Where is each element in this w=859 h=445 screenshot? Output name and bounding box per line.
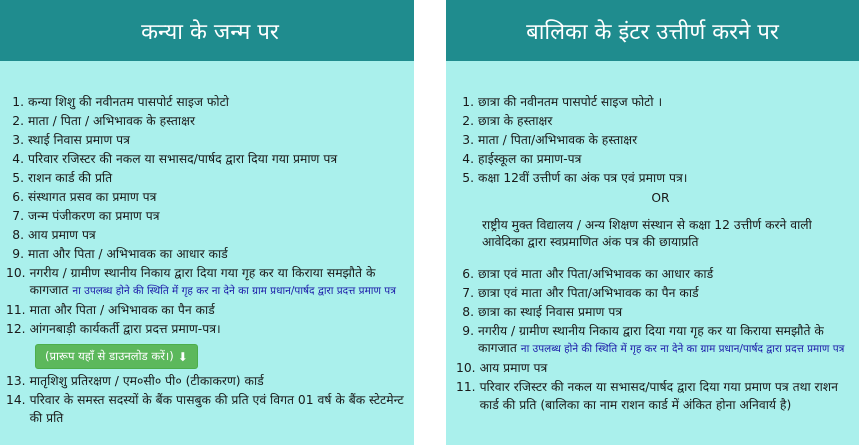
item-number: 10.: [456, 361, 476, 376]
item-number: 5.: [462, 170, 474, 185]
or-separator: OR: [651, 190, 670, 205]
list-item: [0, 373, 414, 391]
item-number: 3.: [462, 132, 474, 147]
item-text: माता / पिता/अभिभावक के हस्ताक्षर: [478, 132, 638, 147]
list-item: [446, 323, 859, 359]
list-item: [0, 392, 414, 427]
document-list: [0, 61, 414, 339]
item-text: छात्रा एवं माता और पिता/अभिभावक का आधार कार्ड: [478, 266, 714, 281]
item-number: 11.: [456, 380, 476, 395]
item-note: ना उपलब्ध होने की स्थिति में गृह कर ना देने का ग्राम प्रधान/पार्षद द्वारा प्रदत्त प्रमाण पत्र: [520, 343, 845, 356]
list-item: [446, 170, 859, 188]
list-item: [446, 113, 859, 131]
item-number: 2.: [12, 113, 24, 128]
item-number: 9.: [462, 323, 474, 338]
list-item: [0, 302, 414, 320]
download-icon: ⬇: [177, 349, 188, 364]
item-text: छात्रा एवं माता और पिता/अभिभावक का पैन कार्ड: [478, 285, 699, 300]
item-number: 5.: [12, 170, 24, 185]
list-item: [446, 360, 859, 378]
list-item: [446, 94, 859, 112]
list-item: [0, 170, 414, 188]
item-number: 7.: [462, 285, 474, 300]
download-row: [0, 344, 414, 369]
item-number: 1.: [462, 95, 474, 109]
item-text: माता / पिता / अभिभावक के हस्ताक्षर: [28, 113, 195, 128]
document-list-continued: [446, 266, 859, 415]
item-text: छात्रा के हस्ताक्षर: [478, 113, 553, 128]
item-text: स्थाई निवास प्रमाण पत्र: [28, 132, 130, 147]
item-number: 4.: [12, 151, 24, 166]
list-item: [0, 94, 414, 112]
item-text: संस्थागत प्रसव का प्रमाण पत्र: [28, 189, 157, 204]
item-text: कन्या शिशु की नवीनतम पासपोर्ट साइज फोटो: [28, 95, 229, 109]
item-number: 13.: [6, 374, 26, 389]
item-number: 14.: [6, 393, 26, 407]
item-text: मातृशिशु प्रतिरक्षण / एम०सी० पी० (टीकाकरण) कार्ड: [29, 374, 264, 389]
item-number: 7.: [12, 208, 24, 223]
item-text: परिवार रजिस्टर की नकल या सभासद/पार्षद द्वारा दिया गया प्रमाण पत्र: [28, 151, 338, 166]
list-item: [446, 379, 859, 414]
item-text: परिवार के समस्त सदस्यों के बैंक पासबुक की प्रति एवं विगत 01 वर्ष के बैंक स्टेटमेन्ट की प्रति: [29, 393, 404, 425]
item-text: आय प्रमाण पत्र: [28, 227, 96, 242]
list-item: [446, 266, 859, 284]
download-label: (प्रारूप यहाँ से डाउनलोड करें।): [45, 349, 174, 364]
item-text: राशन कार्ड की प्रति: [28, 170, 113, 185]
list-item: [0, 208, 414, 226]
item-text: हाईस्कूल का प्रमाण-पत्र: [478, 151, 582, 166]
list-item: [0, 151, 414, 169]
document-list: [446, 61, 859, 188]
list-item: [0, 189, 414, 207]
item-text: जन्म पंजीकरण का प्रमाण पत्र: [28, 208, 160, 223]
list-item: [0, 227, 414, 245]
list-item: [446, 151, 859, 169]
list-item: [446, 304, 859, 322]
download-format-button[interactable]: [35, 344, 198, 369]
list-item: [446, 285, 859, 303]
item-number: 11.: [6, 303, 26, 318]
item-text: कक्षा 12वीं उत्तीर्ण का अंक पत्र एवं प्रमाण पत्र।: [478, 170, 688, 185]
item-number: 12.: [6, 322, 26, 337]
item-text: आंगनबाड़ी कार्यकर्ती द्वारा प्रदत्त प्रमाण-पत्र।: [29, 322, 221, 337]
item-number: 6.: [12, 189, 24, 204]
item-text: नगरीय / ग्रामीण स्थानीय निकाय द्वारा दिया गया गृह कर या किराया समझौते के कागजात: [29, 265, 376, 298]
right-card: [446, 0, 859, 445]
item-text: छात्रा का स्थाई निवास प्रमाण पत्र: [478, 304, 623, 319]
list-item: [0, 113, 414, 131]
item-number: 10.: [6, 265, 26, 280]
list-item: [0, 246, 414, 264]
list-item: [446, 132, 859, 150]
item-note: ना उपलब्ध होने की स्थिति में गृह कर ना देने का ग्राम प्रधान/पार्षद द्वारा प्रदत्त प्रमाण पत्र: [72, 285, 396, 298]
item-number: 2.: [462, 113, 474, 128]
list-item: [0, 321, 414, 339]
card-title: कन्या के जन्म पर: [0, 0, 414, 61]
list-item: [0, 132, 414, 150]
item-number: 4.: [462, 151, 474, 166]
item-text: परिवार रजिस्टर की नकल या सभासद/पार्षद द्वारा दिया गया प्रमाण पत्र तथा राशन कार्ड की प्रति (बालिका का नाम राशन कार्ड में अंकित होना अनिवार्य है): [479, 380, 838, 412]
item-number: 8.: [12, 227, 24, 242]
item-text: नगरीय / ग्रामीण स्थानीय निकाय द्वारा दिया गया गृह कर या किराया समझौते के कागजात: [478, 323, 824, 356]
item-number: 8.: [462, 304, 474, 319]
item-number: 6.: [462, 266, 474, 281]
item-text: माता और पिता / अभिभावक का आधार कार्ड: [28, 246, 228, 261]
item-number: 3.: [12, 132, 24, 147]
list-item: [0, 265, 414, 301]
document-list-continued: [0, 373, 414, 427]
alternate-document-text: राष्ट्रीय मुक्त विद्यालय / अन्य शिक्षण संस्थान से कक्षा 12 उत्तीर्ण करने वाली आवेदिका द्वारा स्वप्रमाणित अंक पत्र की छायाप्रति: [482, 217, 812, 250]
item-text: आय प्रमाण पत्र: [479, 361, 548, 376]
item-number: 1.: [12, 95, 24, 109]
item-text: छात्रा की नवीनतम पासपोर्ट साइज फोटो ।: [478, 95, 663, 109]
left-card: [0, 0, 414, 445]
item-text: माता और पिता / अभिभावक का पैन कार्ड: [29, 303, 215, 318]
item-number: 9.: [12, 246, 24, 261]
card-title: बालिका के इंटर उत्तीर्ण करने पर: [446, 0, 859, 61]
